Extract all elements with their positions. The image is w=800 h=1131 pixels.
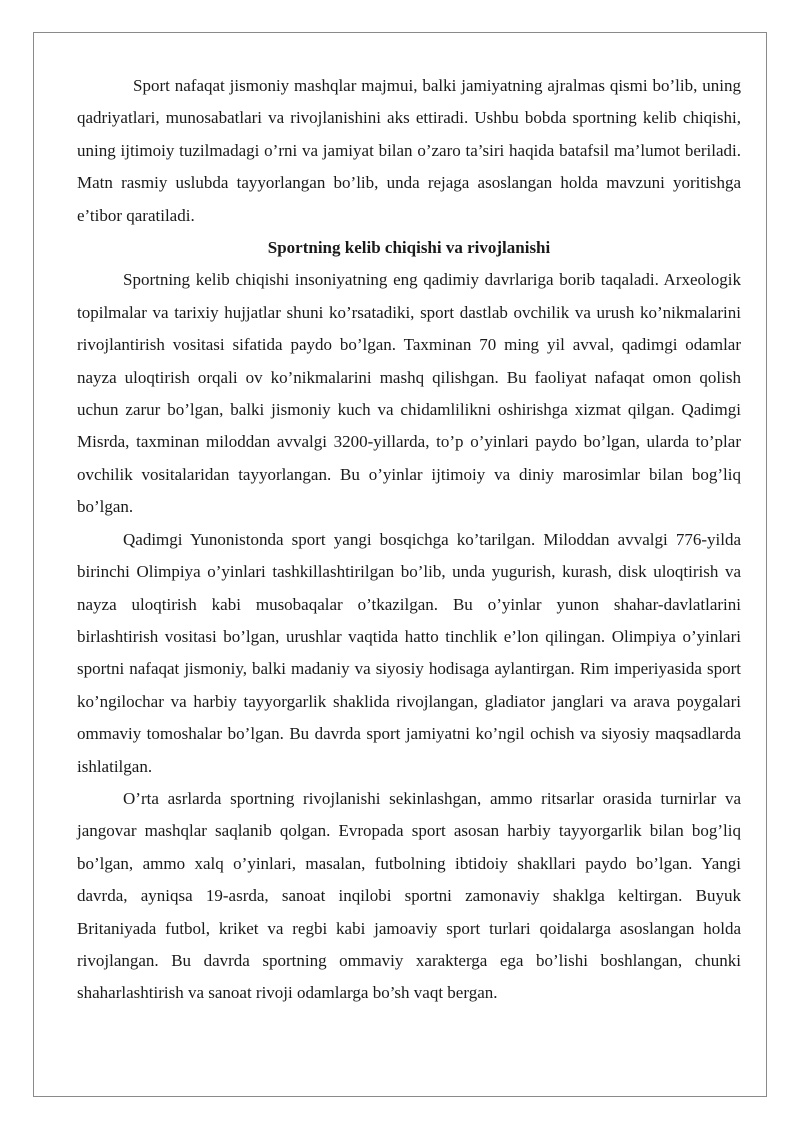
body-paragraph-1: Sportning kelib chiqishi insoniyatning eng qadimiy davrlariga borib taqaladi. Arxeologik topilmalar va tarixiy hujjatlar shuni ko’rsatadiki, sport dastlab ovchilik va urush ko’nikmalarini rivojlantirish vositasi sifatida paydo bo’lgan. Taxminan 70 ming yil avval, qadimgi odamlar nayza uloqtirish orqali ov ko’nikmalarini mashq qilishgan. Bu faoliyat nafaqat omon qolish uchun zarur bo’lgan, balki jismoniy kuch va chidamlilikni oshirishga xizmat qilgan. Qadimgi Misrda, taxminan miloddan avvalgi 3200-yillarda, to’p o’yinlari paydo bo’lgan, ularda to’plar ovchilik vositalaridan tayyorlangan. Bu o’yinlar ijtimoiy va diniy marosimlar bilan bog’liq bo’lgan. — [77, 270, 741, 517]
body-paragraph-3: O’rta asrlarda sportning rivojlanishi sekinlashgan, ammo ritsarlar orasida turnirlar va jangovar mashqlar saqlanib qolgan. Evropada sport asosan harbiy tayyorgarlik bilan bog’liq bo’lgan, ammo xalq o’yinlari, masalan, futbolning ibtidoiy shakllari paydo bo’lgan. Yangi davrda, ayniqsa 19-asrda, sanoat inqilobi sportni zamonaviy shaklga keltirgan. Buyuk Britaniyada futbol, kriket va regbi kabi jamoaviy sport turlari qoidalarga asoslangan holda rivojlangan. Bu davrda sportning ommaviy xarakterga ega bo’lishi boshlangan, chunki shaharlashtirish va sanoat rivoji odamlarga bo’sh vaqt bergan. — [77, 788, 741, 1003]
intro-paragraph: Sport nafaqat jismoniy mashqlar majmui, balki jamiyatning ajralmas qismi bo’lib, uning qadriyatlari, munosabatlari va rivojlanishini aks ettiradi. Ushbu bobda sportning kelib chiqishi, uning ijtimoiy tuzilmadagi o’rni va jamiyat bilan o’zaro ta’siri haqida batafsil ma’lumot beriladi. Matn rasmiy uslubda tayyorlangan bo’lib, unda rejaga asoslangan holda mavzuni yoritishga e’tibor qaratiladi. — [77, 76, 741, 225]
document-body — [77, 70, 741, 1010]
body-paragraph-2: Qadimgi Yunonistonda sport yangi bosqichga ko’tarilgan. Miloddan avvalgi 776-yilda birinchi Olimpiya o’yinlari tashkillashtirilgan bo’lib, unda yugurish, kurash, disk uloqtirish va nayza uloqtirish kabi musobaqalar o’tkazilgan. Bu o’yinlar yunon shahar-davlatlarini birlashtirish vositasi bo’lgan, urushlar vaqtida hatto tinchlik e’lon qilingan. Olimpiya o’yinlari sportni nafaqat jismoniy, balki madaniy va siyosiy hodisaga aylantirgan. Rim imperiyasida sport ko’ngilochar va harbiy tayyorgarlik shaklida rivojlangan, gladiator janglari va arava poygalari ommaviy tomoshalar bo’lgan. Bu davrda sport jamiyatni ko’ngil ochish va siyosiy maqsadlarda ishlatilgan. — [77, 529, 741, 776]
section-heading: Sportning kelib chiqishi va rivojlanishi — [267, 238, 551, 258]
